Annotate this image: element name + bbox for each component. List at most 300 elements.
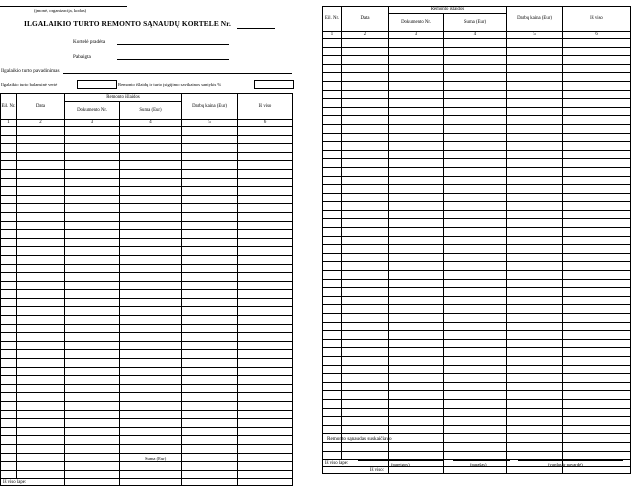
table-cell[interactable]: [120, 393, 182, 402]
table-cell[interactable]: [1, 470, 17, 479]
table-cell[interactable]: [444, 150, 507, 159]
table-cell[interactable]: [1, 376, 17, 385]
table-cell[interactable]: [507, 47, 563, 56]
table-cell[interactable]: [238, 178, 293, 187]
table-cell[interactable]: [342, 228, 389, 237]
table-cell[interactable]: [507, 185, 563, 194]
table-cell[interactable]: [17, 247, 65, 256]
table-cell[interactable]: [563, 210, 631, 219]
table-cell[interactable]: [238, 204, 293, 213]
table-cell[interactable]: [342, 73, 389, 82]
table-cell[interactable]: [444, 167, 507, 176]
table-cell[interactable]: [507, 142, 563, 151]
table-cell[interactable]: [17, 367, 65, 376]
table-cell[interactable]: [17, 212, 65, 221]
table-cell[interactable]: [182, 350, 238, 359]
table-cell[interactable]: [444, 417, 507, 426]
table-cell[interactable]: [507, 64, 563, 73]
table-cell[interactable]: [323, 425, 342, 434]
table-cell[interactable]: [563, 365, 631, 374]
table-cell[interactable]: [1, 187, 17, 196]
table-cell[interactable]: [182, 212, 238, 221]
table-cell[interactable]: [182, 436, 238, 445]
table-cell[interactable]: [323, 142, 342, 151]
table-cell[interactable]: [17, 264, 65, 273]
table-cell[interactable]: [120, 152, 182, 161]
table-cell[interactable]: [444, 399, 507, 408]
table-cell[interactable]: [389, 202, 444, 211]
table-cell[interactable]: [17, 341, 65, 350]
table-cell[interactable]: [238, 333, 293, 342]
table-cell[interactable]: [323, 279, 342, 288]
table-cell[interactable]: [120, 410, 182, 419]
table-cell[interactable]: [238, 402, 293, 411]
table-cell[interactable]: [342, 451, 389, 460]
table-cell[interactable]: [182, 255, 238, 264]
table-cell[interactable]: [238, 316, 293, 325]
table-cell[interactable]: [65, 144, 120, 153]
table-cell[interactable]: [507, 391, 563, 400]
table-cell[interactable]: [342, 81, 389, 90]
table-cell[interactable]: [563, 451, 631, 460]
table-cell[interactable]: [238, 255, 293, 264]
table-cell[interactable]: [563, 417, 631, 426]
table-cell[interactable]: [389, 348, 444, 357]
table-cell[interactable]: [323, 331, 342, 340]
table-cell[interactable]: [65, 204, 120, 213]
table-cell[interactable]: [563, 176, 631, 185]
table-cell[interactable]: [342, 219, 389, 228]
table-cell[interactable]: [444, 185, 507, 194]
table-cell[interactable]: [323, 356, 342, 365]
table-cell[interactable]: [1, 135, 17, 144]
table-cell[interactable]: [323, 253, 342, 262]
table-cell[interactable]: [389, 236, 444, 245]
table-cell[interactable]: [17, 376, 65, 385]
table-cell[interactable]: [507, 90, 563, 99]
table-cell[interactable]: [563, 262, 631, 271]
table-cell[interactable]: [563, 339, 631, 348]
table-cell[interactable]: [563, 90, 631, 99]
table-cell[interactable]: [323, 322, 342, 331]
table-cell[interactable]: [507, 288, 563, 297]
table-cell[interactable]: [563, 107, 631, 116]
table-cell[interactable]: [342, 133, 389, 142]
table-cell[interactable]: [389, 356, 444, 365]
table-cell[interactable]: [1, 195, 17, 204]
table-cell[interactable]: [120, 444, 182, 453]
table-cell[interactable]: [507, 193, 563, 202]
table-cell[interactable]: [323, 348, 342, 357]
table-cell[interactable]: [507, 322, 563, 331]
table-cell[interactable]: [323, 219, 342, 228]
table-cell[interactable]: [563, 288, 631, 297]
table-cell[interactable]: [120, 247, 182, 256]
table-cell[interactable]: [389, 374, 444, 383]
table-cell[interactable]: [238, 470, 293, 479]
table-cell[interactable]: [389, 382, 444, 391]
table-cell[interactable]: [444, 202, 507, 211]
table-cell[interactable]: [120, 359, 182, 368]
table-cell[interactable]: [1, 444, 17, 453]
table-cell[interactable]: [563, 202, 631, 211]
table-cell[interactable]: [182, 204, 238, 213]
table-cell[interactable]: [563, 425, 631, 434]
table-cell[interactable]: [342, 391, 389, 400]
table-cell[interactable]: [238, 264, 293, 273]
table-cell[interactable]: [17, 393, 65, 402]
table-cell[interactable]: [65, 127, 120, 136]
table-cell[interactable]: [323, 81, 342, 90]
table-cell[interactable]: [120, 187, 182, 196]
table-cell[interactable]: [182, 307, 238, 316]
table-cell[interactable]: [323, 271, 342, 280]
table-cell[interactable]: [389, 288, 444, 297]
table-cell[interactable]: [507, 305, 563, 314]
table-cell[interactable]: [120, 230, 182, 239]
table-cell[interactable]: [17, 444, 65, 453]
table-cell[interactable]: [342, 202, 389, 211]
table-cell[interactable]: [65, 281, 120, 290]
table-cell[interactable]: [389, 228, 444, 237]
table-cell[interactable]: [323, 99, 342, 108]
table-cell[interactable]: [563, 185, 631, 194]
table-cell[interactable]: [65, 453, 120, 462]
table-cell[interactable]: [17, 324, 65, 333]
table-cell[interactable]: [444, 245, 507, 254]
table-cell[interactable]: [507, 81, 563, 90]
table-cell[interactable]: [323, 365, 342, 374]
table-cell[interactable]: [182, 169, 238, 178]
grand-total-cell[interactable]: [444, 467, 507, 474]
table-cell[interactable]: [120, 462, 182, 471]
table-cell[interactable]: [238, 195, 293, 204]
table-cell[interactable]: [563, 133, 631, 142]
table-cell[interactable]: [563, 159, 631, 168]
table-cell[interactable]: [65, 376, 120, 385]
table-cell[interactable]: [182, 341, 238, 350]
table-cell[interactable]: [507, 271, 563, 280]
table-cell[interactable]: [342, 288, 389, 297]
table-cell[interactable]: [182, 281, 238, 290]
table-cell[interactable]: [17, 410, 65, 419]
table-cell[interactable]: [323, 262, 342, 271]
table-cell[interactable]: [120, 470, 182, 479]
table-cell[interactable]: [323, 305, 342, 314]
table-cell[interactable]: [238, 230, 293, 239]
table-cell[interactable]: [323, 176, 342, 185]
table-cell[interactable]: [238, 324, 293, 333]
table-cell[interactable]: [65, 187, 120, 196]
table-cell[interactable]: [17, 419, 65, 428]
table-cell[interactable]: [342, 271, 389, 280]
table-cell[interactable]: [1, 152, 17, 161]
table-cell[interactable]: [389, 219, 444, 228]
table-cell[interactable]: [17, 221, 65, 230]
table-cell[interactable]: [17, 169, 65, 178]
table-cell[interactable]: [444, 193, 507, 202]
table-cell[interactable]: [120, 324, 182, 333]
table-cell[interactable]: [389, 107, 444, 116]
table-cell[interactable]: [507, 39, 563, 48]
table-cell[interactable]: [323, 210, 342, 219]
table-cell[interactable]: [563, 305, 631, 314]
table-cell[interactable]: [444, 322, 507, 331]
table-cell[interactable]: [389, 391, 444, 400]
table-cell[interactable]: [444, 425, 507, 434]
table-cell[interactable]: [323, 374, 342, 383]
table-cell[interactable]: [182, 238, 238, 247]
table-cell[interactable]: [1, 161, 17, 170]
table-cell[interactable]: [182, 427, 238, 436]
table-cell[interactable]: [342, 116, 389, 125]
table-cell[interactable]: [507, 417, 563, 426]
table-cell[interactable]: [444, 210, 507, 219]
table-cell[interactable]: [563, 374, 631, 383]
table-cell[interactable]: [342, 167, 389, 176]
table-cell[interactable]: [563, 245, 631, 254]
table-cell[interactable]: [65, 419, 120, 428]
table-cell[interactable]: [342, 382, 389, 391]
table-cell[interactable]: [65, 221, 120, 230]
table-cell[interactable]: [444, 228, 507, 237]
table-cell[interactable]: [507, 425, 563, 434]
table-cell[interactable]: [323, 150, 342, 159]
table-cell[interactable]: [238, 281, 293, 290]
table-cell[interactable]: [1, 393, 17, 402]
table-cell[interactable]: [1, 333, 17, 342]
table-cell[interactable]: [563, 391, 631, 400]
table-cell[interactable]: [389, 90, 444, 99]
page-total-cell[interactable]: [182, 479, 238, 486]
table-cell[interactable]: [342, 176, 389, 185]
grand-total-cell[interactable]: [507, 467, 563, 474]
table-cell[interactable]: [1, 462, 17, 471]
table-cell[interactable]: [1, 281, 17, 290]
table-cell[interactable]: [507, 176, 563, 185]
table-cell[interactable]: [17, 204, 65, 213]
table-cell[interactable]: [1, 127, 17, 136]
table-cell[interactable]: [17, 307, 65, 316]
table-cell[interactable]: [342, 356, 389, 365]
table-cell[interactable]: [120, 402, 182, 411]
balance-value-field[interactable]: [77, 80, 117, 89]
table-cell[interactable]: [389, 442, 444, 451]
table-cell[interactable]: [17, 178, 65, 187]
asset-name-field[interactable]: [63, 73, 292, 74]
table-cell[interactable]: [238, 444, 293, 453]
table-cell[interactable]: [389, 425, 444, 434]
table-cell[interactable]: [389, 142, 444, 151]
table-cell[interactable]: [65, 393, 120, 402]
table-cell[interactable]: [444, 47, 507, 56]
table-cell[interactable]: [17, 470, 65, 479]
table-cell[interactable]: [65, 341, 120, 350]
table-cell[interactable]: [182, 470, 238, 479]
table-cell[interactable]: [182, 367, 238, 376]
table-cell[interactable]: [444, 219, 507, 228]
table-cell[interactable]: [342, 374, 389, 383]
table-cell[interactable]: [563, 64, 631, 73]
table-cell[interactable]: [323, 133, 342, 142]
table-cell[interactable]: [182, 144, 238, 153]
table-cell[interactable]: [323, 64, 342, 73]
page-total-cell[interactable]: [238, 479, 293, 486]
table-cell[interactable]: [65, 350, 120, 359]
table-cell[interactable]: [65, 410, 120, 419]
table-cell[interactable]: [182, 444, 238, 453]
table-cell[interactable]: [563, 253, 631, 262]
grand-total-cell[interactable]: [563, 467, 631, 474]
table-cell[interactable]: [507, 219, 563, 228]
table-cell[interactable]: [65, 169, 120, 178]
table-cell[interactable]: [444, 408, 507, 417]
table-cell[interactable]: [563, 279, 631, 288]
table-cell[interactable]: [323, 185, 342, 194]
table-cell[interactable]: [444, 279, 507, 288]
table-cell[interactable]: [1, 178, 17, 187]
table-cell[interactable]: [342, 99, 389, 108]
table-cell[interactable]: [342, 305, 389, 314]
table-cell[interactable]: [65, 444, 120, 453]
table-cell[interactable]: [65, 316, 120, 325]
table-cell[interactable]: [238, 350, 293, 359]
table-cell[interactable]: [563, 348, 631, 357]
table-cell[interactable]: [238, 427, 293, 436]
table-cell[interactable]: [120, 212, 182, 221]
table-cell[interactable]: [182, 316, 238, 325]
table-cell[interactable]: [1, 384, 17, 393]
table-cell[interactable]: [17, 273, 65, 282]
table-cell[interactable]: [323, 73, 342, 82]
table-cell[interactable]: [182, 221, 238, 230]
table-cell[interactable]: [182, 178, 238, 187]
table-cell[interactable]: [342, 442, 389, 451]
table-cell[interactable]: [507, 228, 563, 237]
table-cell[interactable]: [238, 384, 293, 393]
table-cell[interactable]: [507, 116, 563, 125]
table-cell[interactable]: [1, 247, 17, 256]
table-cell[interactable]: [65, 324, 120, 333]
table-cell[interactable]: [444, 236, 507, 245]
table-cell[interactable]: [444, 442, 507, 451]
table-cell[interactable]: [563, 219, 631, 228]
table-cell[interactable]: [1, 273, 17, 282]
table-cell[interactable]: [389, 245, 444, 254]
table-cell[interactable]: [17, 255, 65, 264]
table-cell[interactable]: [120, 307, 182, 316]
table-cell[interactable]: [507, 434, 563, 443]
table-cell[interactable]: [238, 419, 293, 428]
table-cell[interactable]: [182, 393, 238, 402]
table-cell[interactable]: [65, 273, 120, 282]
table-cell[interactable]: [120, 290, 182, 299]
table-cell[interactable]: [507, 167, 563, 176]
table-cell[interactable]: [507, 365, 563, 374]
table-cell[interactable]: [507, 245, 563, 254]
table-cell[interactable]: [1, 212, 17, 221]
table-cell[interactable]: [389, 279, 444, 288]
table-cell[interactable]: [563, 47, 631, 56]
table-cell[interactable]: [389, 81, 444, 90]
table-cell[interactable]: [1, 324, 17, 333]
table-cell[interactable]: [65, 367, 120, 376]
table-cell[interactable]: [120, 195, 182, 204]
table-cell[interactable]: [182, 264, 238, 273]
table-cell[interactable]: [342, 193, 389, 202]
table-cell[interactable]: [444, 391, 507, 400]
table-cell[interactable]: [238, 238, 293, 247]
table-cell[interactable]: [444, 339, 507, 348]
table-cell[interactable]: [120, 178, 182, 187]
table-cell[interactable]: [563, 124, 631, 133]
table-cell[interactable]: [389, 296, 444, 305]
table-cell[interactable]: [563, 382, 631, 391]
card-number-field[interactable]: [237, 28, 275, 29]
table-cell[interactable]: [323, 116, 342, 125]
table-cell[interactable]: [182, 333, 238, 342]
table-cell[interactable]: [238, 135, 293, 144]
table-cell[interactable]: [65, 264, 120, 273]
table-cell[interactable]: [444, 159, 507, 168]
table-cell[interactable]: [563, 434, 631, 443]
table-cell[interactable]: [238, 298, 293, 307]
ratio-field[interactable]: [254, 80, 294, 89]
table-cell[interactable]: [563, 73, 631, 82]
table-cell[interactable]: [342, 90, 389, 99]
table-cell[interactable]: [323, 202, 342, 211]
table-cell[interactable]: [120, 161, 182, 170]
table-cell[interactable]: [1, 419, 17, 428]
table-cell[interactable]: [120, 281, 182, 290]
table-cell[interactable]: [17, 152, 65, 161]
table-cell[interactable]: [238, 367, 293, 376]
table-cell[interactable]: [65, 359, 120, 368]
table-cell[interactable]: [563, 408, 631, 417]
table-cell[interactable]: [507, 382, 563, 391]
table-cell[interactable]: [342, 245, 389, 254]
table-cell[interactable]: [323, 339, 342, 348]
table-cell[interactable]: [1, 316, 17, 325]
table-cell[interactable]: [563, 442, 631, 451]
table-cell[interactable]: [323, 391, 342, 400]
table-cell[interactable]: [182, 187, 238, 196]
table-cell[interactable]: [507, 56, 563, 65]
table-cell[interactable]: [1, 264, 17, 273]
table-cell[interactable]: [17, 290, 65, 299]
table-cell[interactable]: [444, 331, 507, 340]
table-cell[interactable]: [1, 230, 17, 239]
table-cell[interactable]: [563, 99, 631, 108]
table-cell[interactable]: [65, 255, 120, 264]
table-cell[interactable]: [17, 144, 65, 153]
table-cell[interactable]: [238, 359, 293, 368]
table-cell[interactable]: [389, 176, 444, 185]
table-cell[interactable]: [507, 348, 563, 357]
table-cell[interactable]: [389, 451, 444, 460]
table-cell[interactable]: [389, 64, 444, 73]
table-cell[interactable]: [342, 417, 389, 426]
table-cell[interactable]: [323, 193, 342, 202]
table-cell[interactable]: [120, 238, 182, 247]
table-cell[interactable]: [507, 296, 563, 305]
table-cell[interactable]: [389, 408, 444, 417]
table-cell[interactable]: [182, 376, 238, 385]
table-cell[interactable]: [389, 253, 444, 262]
table-cell[interactable]: [342, 425, 389, 434]
table-cell[interactable]: [507, 374, 563, 383]
page-total-cell[interactable]: [120, 479, 182, 486]
